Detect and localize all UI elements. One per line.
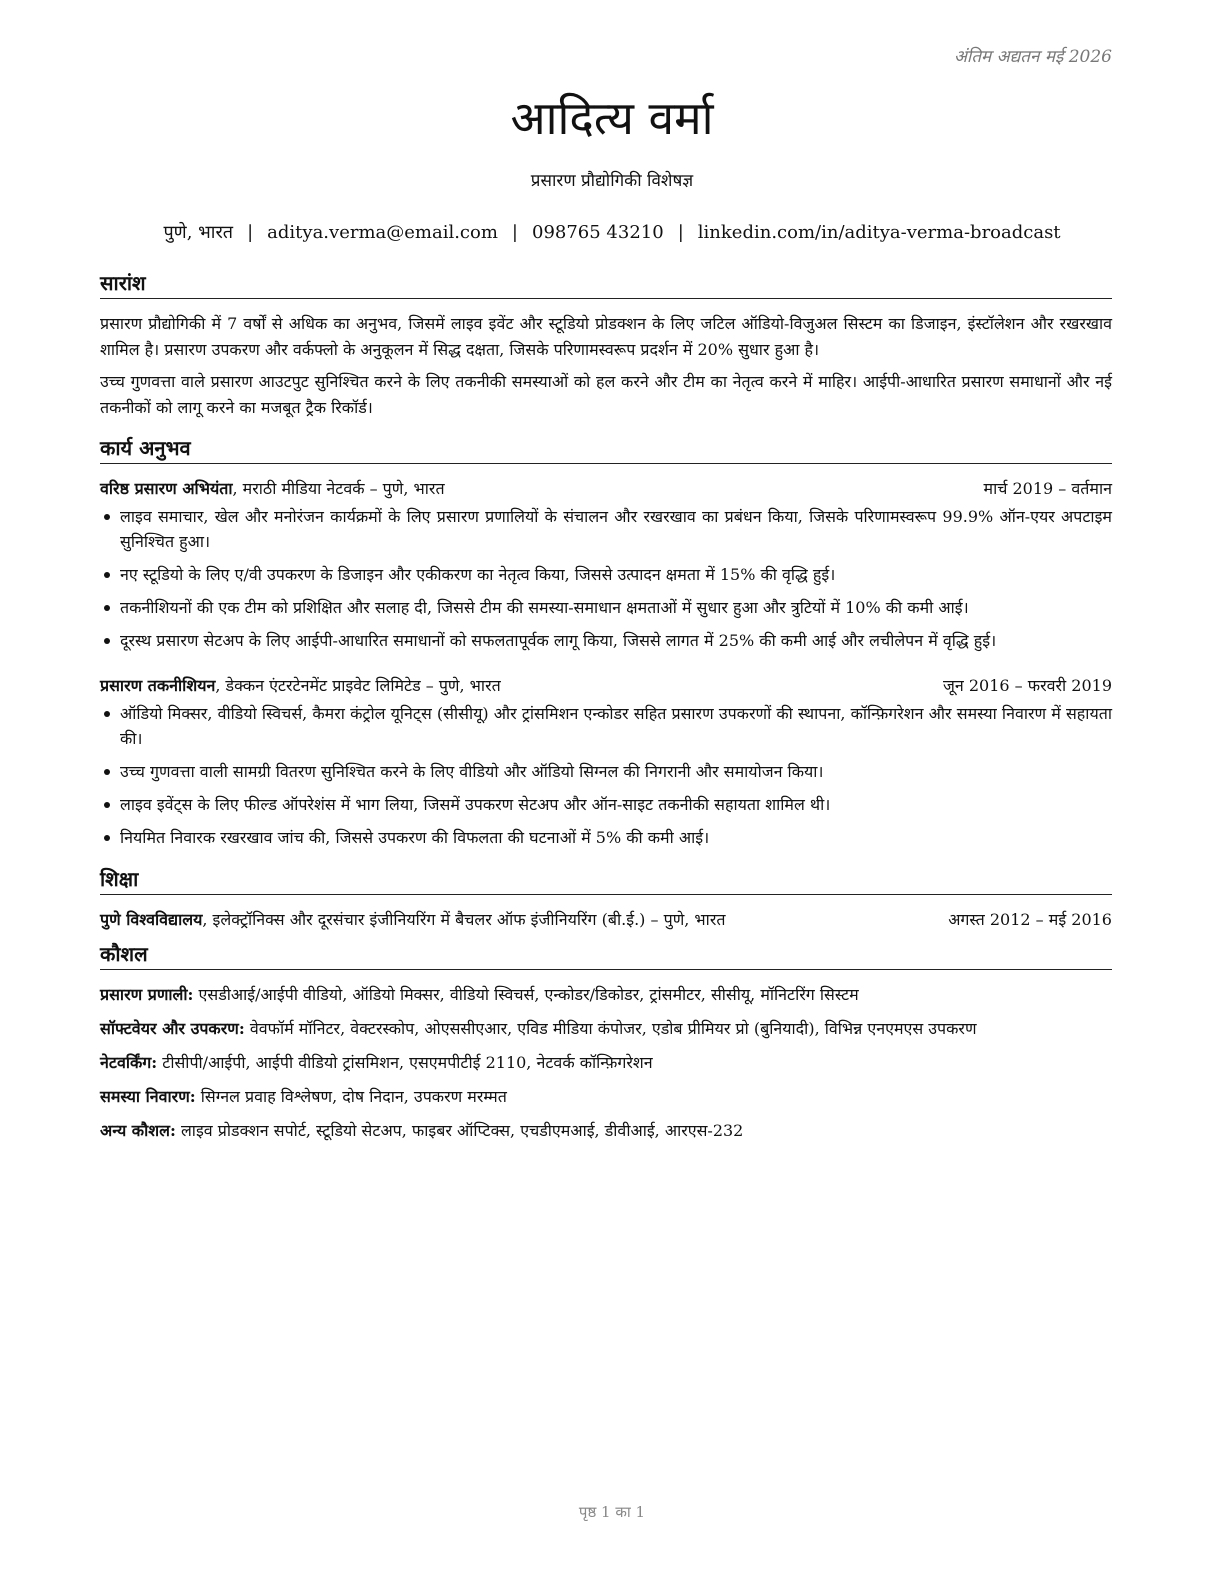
skill-label: समस्या निवारण: (100, 1087, 196, 1106)
resume-content (100, 270, 1112, 1152)
summary-paragraph: उच्च गुणवत्ता वाले प्रसारण आउटपुट सुनिश्चित करने के लिए तकनीकी समस्याओं को हल करने और टीम का नेतृत्व करने में माहिर। आईपी-आधारित प्रसारण समाधानों और नई तकनीकों को लागू करने का मजबूत ट्रैक रिकॉर्ड। (100, 372, 1112, 417)
job-bullets (100, 701, 1112, 850)
job-role-org (100, 476, 445, 502)
contact-separator: | (511, 222, 518, 243)
education-institution-degree (100, 907, 725, 933)
skill-line (100, 982, 1112, 1008)
job-org: , मराठी मीडिया नेटवर्क – पुणे, भारत (232, 479, 445, 498)
contact-email[interactable]: aditya.verma@email.com (267, 222, 498, 243)
education-entry (100, 907, 1112, 933)
job-bullet: ऑडियो मिक्सर, वीडियो स्विचर्स, कैमरा कंट्रोल यूनिट्स (सीसीयू) और ट्रांसमिशन एन्कोडर सहित प्रसारण उपकरणों की स्थापना, कॉन्फ़िगरेशन और समस्या निवारण में सहायता की। (100, 701, 1112, 751)
last-updated: अंतिम अद्यतन मई 2026 (953, 47, 1112, 67)
skill-line (100, 1118, 1112, 1144)
contact-phone: 098765 43210 (532, 222, 664, 243)
summary-heading: सारांश (100, 270, 1112, 299)
candidate-name: आदित्य वर्मा (510, 91, 714, 145)
education-heading: शिक्षा (100, 866, 1112, 895)
skill-label: सॉफ्टवेयर और उपकरण: (100, 1019, 245, 1038)
candidate-title: प्रसारण प्रौद्योगिकी विशेषज्ञ (530, 171, 694, 191)
job-bullet: तकनीशियनों की एक टीम को प्रशिक्षित और सलाह दी, जिससे टीम की समस्या-समाधान क्षमताओं में सुधार हुआ और त्रुटियों में 10% की कमी आई। (100, 595, 1112, 620)
education-institution: पुणे विश्वविद्यालय (100, 910, 203, 929)
job-bullet: लाइव समाचार, खेल और मनोरंजन कार्यक्रमों के लिए प्रसारण प्रणालियों के संचालन और रखरखाव का प्रबंधन किया, जिसके परिणामस्वरूप 99.9% ऑन-एयर अपटाइम सुनिश्चित हुआ। (100, 504, 1112, 554)
job-bullet: नियमित निवारक रखरखाव जांच की, जिससे उपकरण की विफलता की घटनाओं में 5% की कमी आई। (100, 825, 1112, 850)
job-header (100, 673, 1112, 699)
skill-value: टीसीपी/आईपी, आईपी वीडियो ट्रांसमिशन, एसएमपीटीई 2110, नेटवर्क कॉन्फ़िगरेशन (157, 1053, 653, 1072)
skill-value: सिग्नल प्रवाह विश्लेषण, दोष निदान, उपकरण मरम्मत (195, 1087, 507, 1106)
job-bullet: दूरस्थ प्रसारण सेटअप के लिए आईपी-आधारित समाधानों को सफलतापूर्वक लागू किया, जिससे लागत में 25% की कमी आई और लचीलेपन में वृद्धि हुई। (100, 628, 1112, 653)
summary-paragraph: प्रसारण प्रौद्योगिकी में 7 वर्षों से अधिक का अनुभव, जिसमें लाइव इवेंट और स्टूडियो प्रोडक्शन के लिए जटिल ऑडियो-विजुअल सिस्टम का डिजाइन, इंस्टॉलेशन और रखरखाव शामिल है। प्रसारण उपकरण और वर्कफ्लो के अनुकूलन में सिद्ध दक्षता, जिसके परिणामस्वरूप प्रदर्शन में 20% सुधार हुआ है। (100, 314, 1112, 359)
contact-location: पुणे, भारत (163, 222, 234, 243)
job-bullets (100, 504, 1112, 653)
skill-label: अन्य कौशल: (100, 1121, 176, 1140)
job-bullet: उच्च गुणवत्ता वाली सामग्री वितरण सुनिश्चित करने के लिए वीडियो और ऑडियो सिग्नल की निगरानी और समायोजन किया। (100, 759, 1112, 784)
contact-separator: | (247, 222, 254, 243)
job-entry (100, 673, 1112, 850)
skill-label: प्रसारण प्रणाली: (100, 985, 194, 1004)
skill-line (100, 1050, 1112, 1076)
experience-heading: कार्य अनुभव (100, 435, 1112, 464)
job-bullet: नए स्टूडियो के लिए ए/वी उपकरण के डिजाइन और एकीकरण का नेतृत्व किया, जिससे उत्पादन क्षमता में 15% की वृद्धि हुई। (100, 562, 1112, 587)
job-dates: जून 2016 – फरवरी 2019 (943, 676, 1112, 695)
job-role: प्रसारण तकनीशियन (100, 676, 216, 695)
job-bullet: लाइव इवेंट्स के लिए फील्ड ऑपरेशंस में भाग लिया, जिसमें उपकरण सेटअप और ऑन-साइट तकनीकी सहायता शामिल थी। (100, 792, 1112, 817)
job-org: , डेक्कन एंटरटेनमेंट प्राइवेट लिमिटेड – पुणे, भारत (215, 676, 501, 695)
skill-label: नेटवर्किंग: (100, 1053, 158, 1072)
skills-heading: कौशल (100, 941, 1112, 970)
skill-line (100, 1084, 1112, 1110)
education-degree: , इलेक्ट्रॉनिक्स और दूरसंचार इंजीनियरिंग में बैचलर ऑफ इंजीनियरिंग (बी.ई.) – पुणे, भारत (202, 910, 726, 929)
skill-value: लाइव प्रोडक्शन सपोर्ट, स्टूडियो सेटअप, फाइबर ऑप्टिक्स, एचडीएमआई, डीवीआई, आरएस-232 (175, 1121, 744, 1140)
job-role: वरिष्ठ प्रसारण अभियंता (100, 479, 233, 498)
skill-value: एसडीआई/आईपी वीडियो, ऑडियो मिक्सर, वीडियो स्विचर्स, एन्कोडर/डिकोडर, ट्रांसमीटर, सीसीयू, मॉनिटरिंग सिस्टम (193, 985, 859, 1004)
education-dates: अगस्त 2012 – मई 2016 (948, 910, 1112, 929)
contact-line (0, 220, 1224, 244)
job-header (100, 476, 1112, 502)
job-dates: मार्च 2019 – वर्तमान (983, 479, 1112, 498)
contact-linkedin[interactable]: linkedin.com/in/aditya-verma-broadcast (697, 222, 1061, 243)
skill-line (100, 1016, 1112, 1042)
job-role-org (100, 673, 501, 699)
job-entry (100, 476, 1112, 653)
page-number: पृष्ठ 1 का 1 (578, 1503, 646, 1521)
skill-value: वेवफॉर्म मॉनिटर, वेक्टरस्कोप, ओएससीएआर, एविड मीडिया कंपोजर, एडोब प्रीमियर प्रो (बुनियादी), विभिन्न एनएमएस उपकरण (244, 1019, 977, 1038)
contact-separator: | (677, 222, 684, 243)
